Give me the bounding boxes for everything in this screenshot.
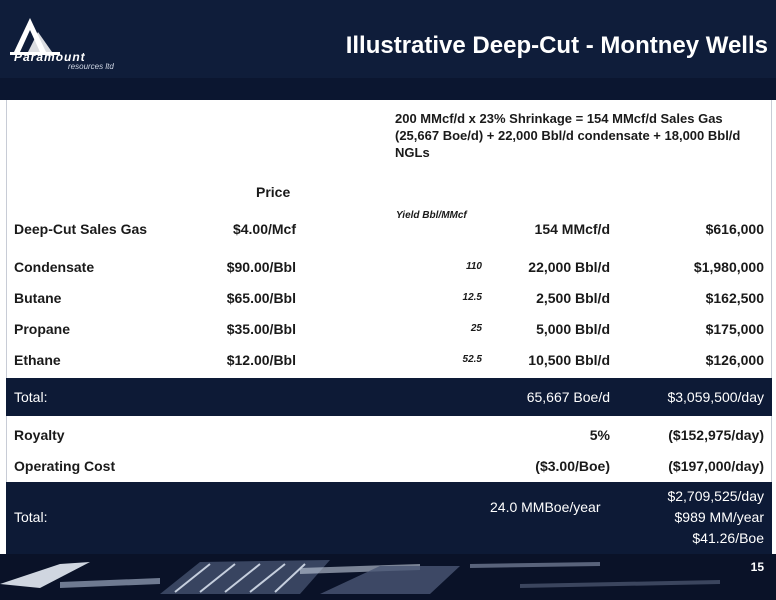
table-row bbox=[6, 283, 772, 313]
product-revenue: $616,000 bbox=[705, 221, 764, 237]
product-yield: 52.5 bbox=[462, 354, 482, 365]
facility-photo-strip bbox=[0, 554, 776, 600]
footer-bar bbox=[0, 554, 776, 600]
operating-cost-amount: ($197,000/day) bbox=[668, 458, 764, 474]
total-label: Total: bbox=[14, 389, 48, 405]
net-total-per-boe: $41.26/Boe bbox=[692, 530, 764, 546]
calculation-note: 200 MMcf/d x 23% Shrinkage = 154 MMcf/d Sales Gas (25,667 Boe/d) + 22,000 Bbl/d condensate + 18,000 Bbl/d NGLs bbox=[395, 111, 741, 160]
page-title: Illustrative Deep-Cut - Montney Wells bbox=[345, 32, 768, 59]
net-total-values bbox=[667, 486, 764, 549]
table-row bbox=[6, 314, 772, 344]
logo-subtitle: resources ltd bbox=[68, 62, 114, 71]
royalty-rate: 5% bbox=[589, 427, 610, 443]
product-revenue: $1,980,000 bbox=[693, 259, 764, 275]
table-row bbox=[6, 345, 772, 375]
table-row bbox=[6, 252, 772, 282]
net-total-per-day: $2,709,525/day bbox=[667, 488, 764, 504]
net-total-volume: 24.0 MMBoe/year bbox=[490, 499, 601, 515]
total-row bbox=[6, 378, 772, 416]
product-name: Condensate bbox=[14, 259, 95, 275]
price-column-header: Price bbox=[256, 184, 291, 200]
total-revenue: $3,059,500/day bbox=[667, 389, 764, 405]
royalty-label: Royalty bbox=[14, 427, 65, 443]
product-revenue: $162,500 bbox=[705, 290, 764, 306]
product-yield: 12.5 bbox=[462, 292, 482, 303]
product-volume: 10,500 Bbl/d bbox=[528, 352, 610, 368]
product-price: $90.00/Bbl bbox=[226, 259, 296, 275]
operating-cost-row bbox=[6, 451, 772, 481]
product-name: Butane bbox=[14, 290, 62, 306]
operating-cost-label: Operating Cost bbox=[14, 458, 116, 474]
product-name: Deep-Cut Sales Gas bbox=[14, 221, 148, 237]
product-volume: 5,000 Bbl/d bbox=[536, 321, 610, 337]
yield-column-header: Yield Bbl/MMcf bbox=[396, 210, 467, 221]
total-volume: 65,667 Boe/d bbox=[526, 389, 610, 405]
operating-cost-rate: ($3.00/Boe) bbox=[535, 458, 610, 474]
product-price: $35.00/Bbl bbox=[226, 321, 296, 337]
product-yield: 110 bbox=[466, 261, 482, 272]
product-volume: 2,500 Bbl/d bbox=[536, 290, 610, 306]
product-price: $65.00/Bbl bbox=[226, 290, 296, 306]
net-total-label: Total: bbox=[14, 509, 48, 525]
product-yield: 25 bbox=[470, 323, 482, 334]
page-number: 15 bbox=[750, 560, 764, 574]
header-band bbox=[0, 78, 776, 100]
product-name: Propane bbox=[14, 321, 71, 337]
product-revenue: $175,000 bbox=[705, 321, 764, 337]
product-price: $4.00/Mcf bbox=[232, 221, 296, 237]
product-revenue: $126,000 bbox=[705, 352, 764, 368]
logo-name: Paramount bbox=[14, 50, 86, 64]
product-price: $12.00/Bbl bbox=[226, 352, 296, 368]
product-volume: 22,000 Bbl/d bbox=[528, 259, 610, 275]
net-total-row bbox=[6, 482, 772, 554]
royalty-amount: ($152,975/day) bbox=[668, 427, 764, 443]
product-name: Ethane bbox=[14, 352, 61, 368]
royalty-row bbox=[6, 420, 772, 450]
product-volume: 154 MMcf/d bbox=[534, 221, 610, 237]
net-total-per-year: $989 MM/year bbox=[674, 509, 764, 525]
table-row bbox=[6, 214, 772, 244]
